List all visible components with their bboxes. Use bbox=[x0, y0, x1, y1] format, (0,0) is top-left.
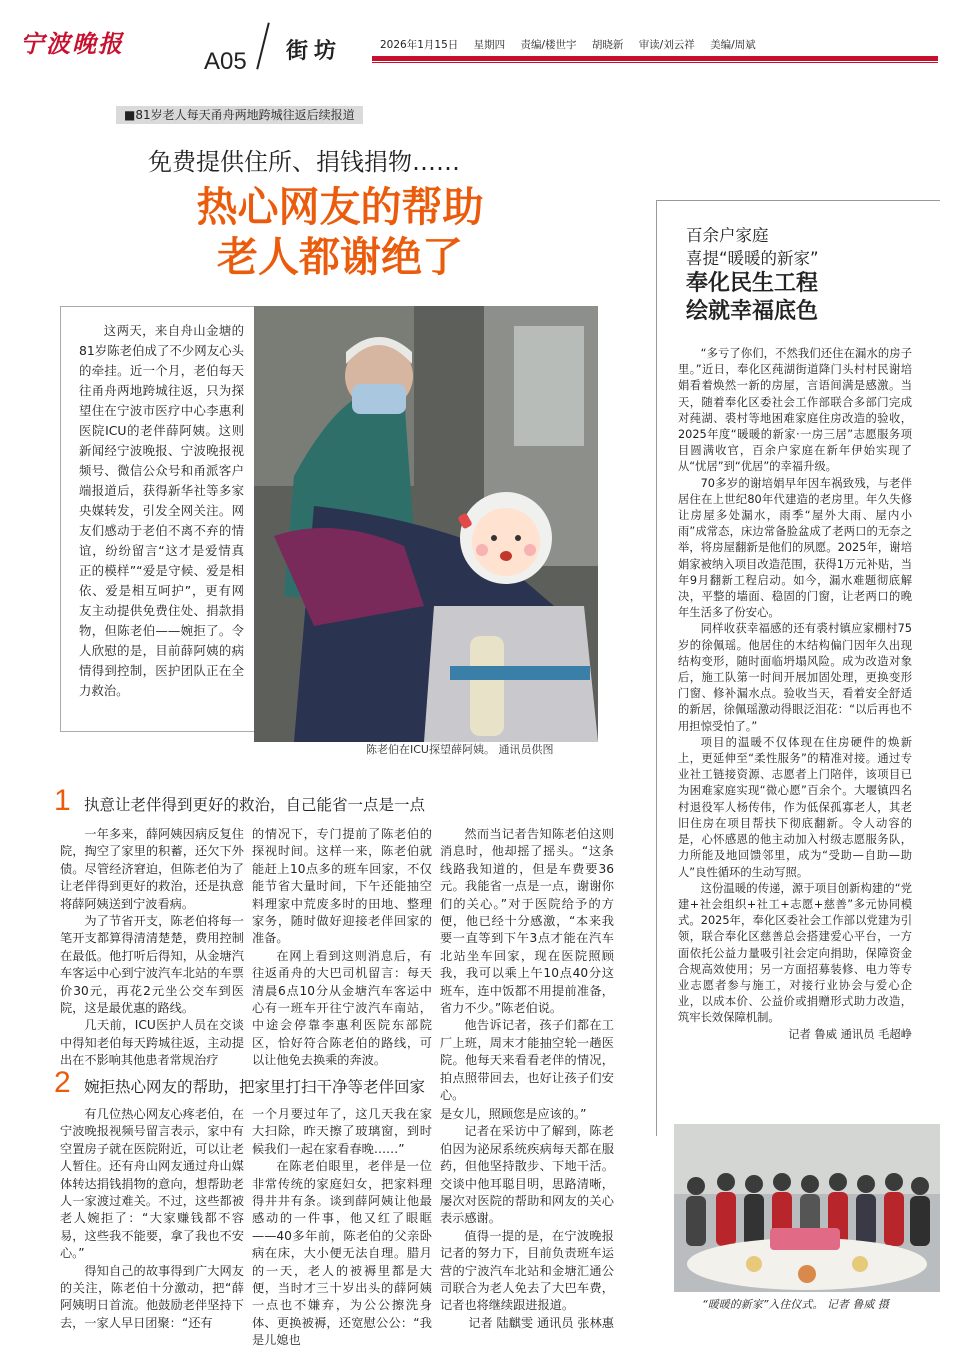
issue-weekday: 星期四 bbox=[473, 39, 506, 51]
section-1-number: 1 bbox=[54, 784, 71, 817]
new-home-ceremony-photo bbox=[674, 1124, 940, 1292]
issue-date: 2026年1月15日 bbox=[380, 39, 459, 51]
newspaper-logo: 宁波晚报 bbox=[20, 29, 124, 58]
photo-caption: 陈老伯在ICU探望薛阿姨。 通讯员供图 bbox=[366, 743, 554, 756]
paragraph: 是女儿，照顾您是应该的。” bbox=[440, 1107, 587, 1121]
intro-text: 这两天，来自舟山金塘的81岁陈老伯成了不少网友心头的牵挂。近一个月，老伯每天往甬舟两地跨城往返，只为探望住在宁波市医疗中心李惠利医院ICU的老伴薛阿姨。这则新闻经宁波晚报、宁波晚报视频号、微信公众号和甬派客户端报道后，获得新华社等多家央媒转发，引发全网关注。网友们感动于老伯不离不弃的情谊，纷纷留言“这才是爱情真正的模样”“爱是守候、爱是相依、爱是相互呵护”，更有网友主动提供免费住处、捐款捐物，但陈老伯——婉拒了。令人欣慰的是，目前薛阿姨的病情得到控制，医护团队正在全力救治。 bbox=[79, 323, 244, 698]
sidebar-subhead-2: 喜提“暖暖的新家” bbox=[686, 249, 819, 268]
section-2-number: 2 bbox=[54, 1066, 71, 1099]
section-1-col-1 bbox=[60, 826, 244, 1070]
story-subhead: 免费提供住所、捐钱捐物…… bbox=[148, 148, 460, 176]
sidebar-subhead-1: 百余户家庭 bbox=[686, 226, 769, 245]
section-1-title: 执意让老伴得到更好的救治，自己能省一点是一点 bbox=[84, 796, 426, 814]
story-headline bbox=[120, 182, 560, 282]
paragraph: 记者在采访中了解到，陈老伯因为泌尿系统疾病每天都在服药，但他坚持散步、下地干活。交谈中他耳聪目明，思路清晰，屡次对医院的帮助和网友的关心表示感谢。 bbox=[440, 1124, 614, 1226]
paragraph: 他告诉记者，孩子们都在工厂上班，周末才能抽空轮一趟医院。他每天来看看老伴的情况，拍点照带回去，也好让孩子们安心。 bbox=[440, 1018, 614, 1103]
paragraph: 为了节省开支，陈老伯将每一笔开支都算得清清楚楚，费用控制在最低。他打听后得知，从金塘汽车客运中心到宁波汽车北站的车票价30元，再花2元坐公交车到医院，这是最优惠的路线。 bbox=[60, 914, 244, 1016]
icu-visit-illustration bbox=[254, 306, 598, 742]
paragraph: 一个月要过年了，这几天我在家大扫除，昨天擦了玻璃窗，到时候我们一起在家看春晚……” bbox=[252, 1107, 432, 1156]
section-name: 街坊 bbox=[286, 39, 343, 64]
header-rule bbox=[372, 56, 938, 61]
art-credit: 美编/周斌 bbox=[710, 39, 756, 51]
paragraph: 然而当记者告知陈老伯这则消息时，他却摇了摇头。“这条线路我知道的，但是车费要36元。我能省一点是一点，谢谢你们的关心。”对于医院给予的方便，他已经十分感激，“本来我要一直等到下午3点才能在汽车北站坐车回家，现在医院照顾我，我可以乘上午10点40分这班车，连中饭都不用提前准备，省力不少。”陈老伯说。 bbox=[440, 827, 614, 1016]
paragraph: “多亏了你们，不然我们还住在漏水的房子里。”近日，奉化区莼湖街道降门头村村民谢培娟看着焕然一新的房屋，言语间满是感激。当天，随着奉化区委社会工作部联合多部门完成对莼湖、裘村等地困难家庭住房改造的验收，2025年度“暖暖的新家·一房三居”志愿服务项目圆满收官，百余户家庭在新年伊始实现了从“忧居”到“优居”的幸福升级。 bbox=[678, 347, 912, 474]
header-rule-thin bbox=[372, 62, 938, 63]
sidebar-headline-line-2: 绘就幸福底色 bbox=[686, 299, 819, 324]
sidebar-body bbox=[678, 346, 912, 1043]
section-1-col-3 bbox=[440, 826, 614, 1105]
page-number: A05 bbox=[204, 48, 247, 75]
masthead bbox=[0, 0, 956, 80]
paragraph: 一年多来，薛阿姨因病反复住院，掏空了家里的积蓄，还欠下外债。尽管经济窘迫，但陈老伯为了让老伴得到更好的救治，还是执意将薛阿姨送到宁波看病。 bbox=[60, 827, 244, 911]
story-kicker: ■81岁老人每天甬舟两地跨城往返后续报道 bbox=[116, 106, 363, 124]
paragraph: 同样收获幸福感的还有裘村镇应家棚村75岁的徐佩瑶。他居住的木结构偏门因年久出现结构变形，随时面临坍塌风险。成为改造对象后，施工队第一时间开展加固处理，更换变形门窗、修补漏水点。验收当天，看着安全舒适的新居，徐佩瑶激动得眼泛泪花：“以后再也不用担惊受怕了。” bbox=[678, 622, 912, 733]
paragraph: 得知自己的故事得到广大网友的关注，陈老伯十分激动，把“薛阿姨明日首流。他鼓励老伴坚持下去，一家人早日团聚：“还有 bbox=[60, 1263, 244, 1330]
sidebar-headline bbox=[686, 270, 818, 326]
paragraph: 的情况下，专门提前了陈老伯的探视时间。这样一来，陈老伯就能赶上10点多的班车回家，不仅能节省大量时间，下午还能抽空料理家中荒废多时的田地、整理家务，随时做好迎接老伴回家的准备。 bbox=[252, 827, 432, 946]
headline-line-2: 老人都谢绝了 bbox=[217, 233, 463, 281]
paragraph: 这份温暖的传递，源于项目创新构建的“党建+社会组织+社工+志愿+慈善”多元协同模式。2025年，奉化区委社会工作部以党建为引领，联合奉化区慈善总会搭建爱心平台，一方面依托公益力量吸引社会定向捐助，保障资金合规高效使用；另一方面招募装修、电力等专业志愿者参与施工，对接行业协会与爱心企业，以成本价、公益价或捐赠形式助力改造，筑牢长效保障机制。 bbox=[678, 881, 912, 1025]
section-divider bbox=[256, 22, 270, 69]
designer-credit: 胡晓新 bbox=[591, 39, 624, 51]
section-2-col-1 bbox=[60, 1106, 244, 1332]
section-2-title: 婉拒热心网友的帮助，把家里打扫干净等老伴回家 bbox=[84, 1078, 426, 1096]
section-2-col-2 bbox=[252, 1106, 432, 1350]
headline-line-1: 热心网友的帮助 bbox=[196, 183, 484, 231]
section-1-heading bbox=[54, 784, 534, 818]
paragraph: 在陈老伯眼里，老伴是一位非常传统的家庭妇女，把家料理得井井有条。谈到薛阿姨让他最感动的一件事，他又红了眼眶——40多年前，陈老伯的父亲卧病在床，大小便无法自理。腊月的一天，老人的被褥里都是大便，当时才三十岁出头的薛阿姨一点也不嫌弃，为公公擦洗身体、更换被褥，还宽慰公公：“我是儿媳也 bbox=[252, 1159, 432, 1348]
reviewer-credit: 审读/刘云祥 bbox=[638, 39, 695, 51]
paragraph: 项目的温暖不仅体现在住房硬件的焕新上，更延伸至“柔性服务”的精准对接。通过专业社工链接资源、志愿者上门陪伴，该项目已为困难家庭实现“微心愿”百余个。大堰镇四名村退役军人杨传伟，作为低保孤寡老人，其老旧住房在项目帮扶下彻底翻新。令人动容的是，心怀感恩的他主动加入村级志愿服务队，力所能及地回馈邻里，成为“受助—自助—助人”良性循环的生动写照。 bbox=[678, 735, 912, 879]
section-2-col-3 bbox=[440, 1106, 614, 1332]
section-1-col-2 bbox=[252, 826, 432, 1070]
editor-credit: 责编/楼世宇 bbox=[520, 39, 577, 51]
icu-visit-photo bbox=[254, 306, 598, 742]
intro-box bbox=[60, 306, 254, 732]
sidebar-headline-line-1: 奉化民生工程 bbox=[686, 271, 819, 296]
section-2-heading bbox=[54, 1066, 534, 1100]
paragraph: 值得一提的是，在宁波晚报记者的努力下，目前负责班车运营的宁波汽车北站和金塘汇通公司联合为老人免去了大巴车费，记者也将继续跟进报道。 bbox=[440, 1228, 614, 1313]
ceremony-illustration bbox=[674, 1124, 940, 1292]
paragraph: 在网上看到这则消息后，有往返甬舟的大巴司机留言：每天清晨6点10分从金塘汽车客运中心有一班车开往宁波汽车南站，中途会停靠李惠利医院东部院区，恰好符合陈老伯的路线，可以让他免去换乘的奔波。 bbox=[252, 948, 432, 1068]
section-2-byline: 记者 陆麒雯 通讯员 张林惠 bbox=[468, 1315, 614, 1330]
sidebar-byline: 记者 鲁威 通讯员 毛超峥 bbox=[788, 1027, 912, 1041]
paragraph: 几天前，ICU医护人员在交谈中得知老伯每天跨城往返，主动提出在不影响其他患者常规治疗 bbox=[60, 1018, 244, 1068]
issue-info bbox=[380, 37, 768, 52]
paragraph: 有几位热心网友心疼老伯，在宁波晚报视频号留言表示，家中有空置房子就在医院附近，可以让老人暂住。还有舟山网友通过舟山媒体转达捐钱捐物的意向，想帮助老人一家渡过难关。不过，这些都被老人婉拒了：“大家赚钱都不容易，这些我不能要，拿了我也不安心。” bbox=[60, 1107, 244, 1261]
paragraph: 70多岁的谢培娟早年因车祸致残，与老伴居住在上世纪80年代建造的老房里。年久失修让房屋多处漏水，雨季“屋外大雨、屋内小雨”成常态，床边常备脸盆成了老两口的无奈之举，将房屋翻新是他们的夙愿。2025年，谢培娟家被纳入项目改造范围，获得1万元补贴，当年9月翻新工程启动。如今，漏水难题彻底解决，平整的墙面、稳固的门窗，让老两口的晚年生活多了份安心。 bbox=[678, 476, 912, 620]
sidebar-photo-caption: “暖暖的新家”入住仪式。 记者 鲁威 摄 bbox=[702, 1298, 889, 1311]
